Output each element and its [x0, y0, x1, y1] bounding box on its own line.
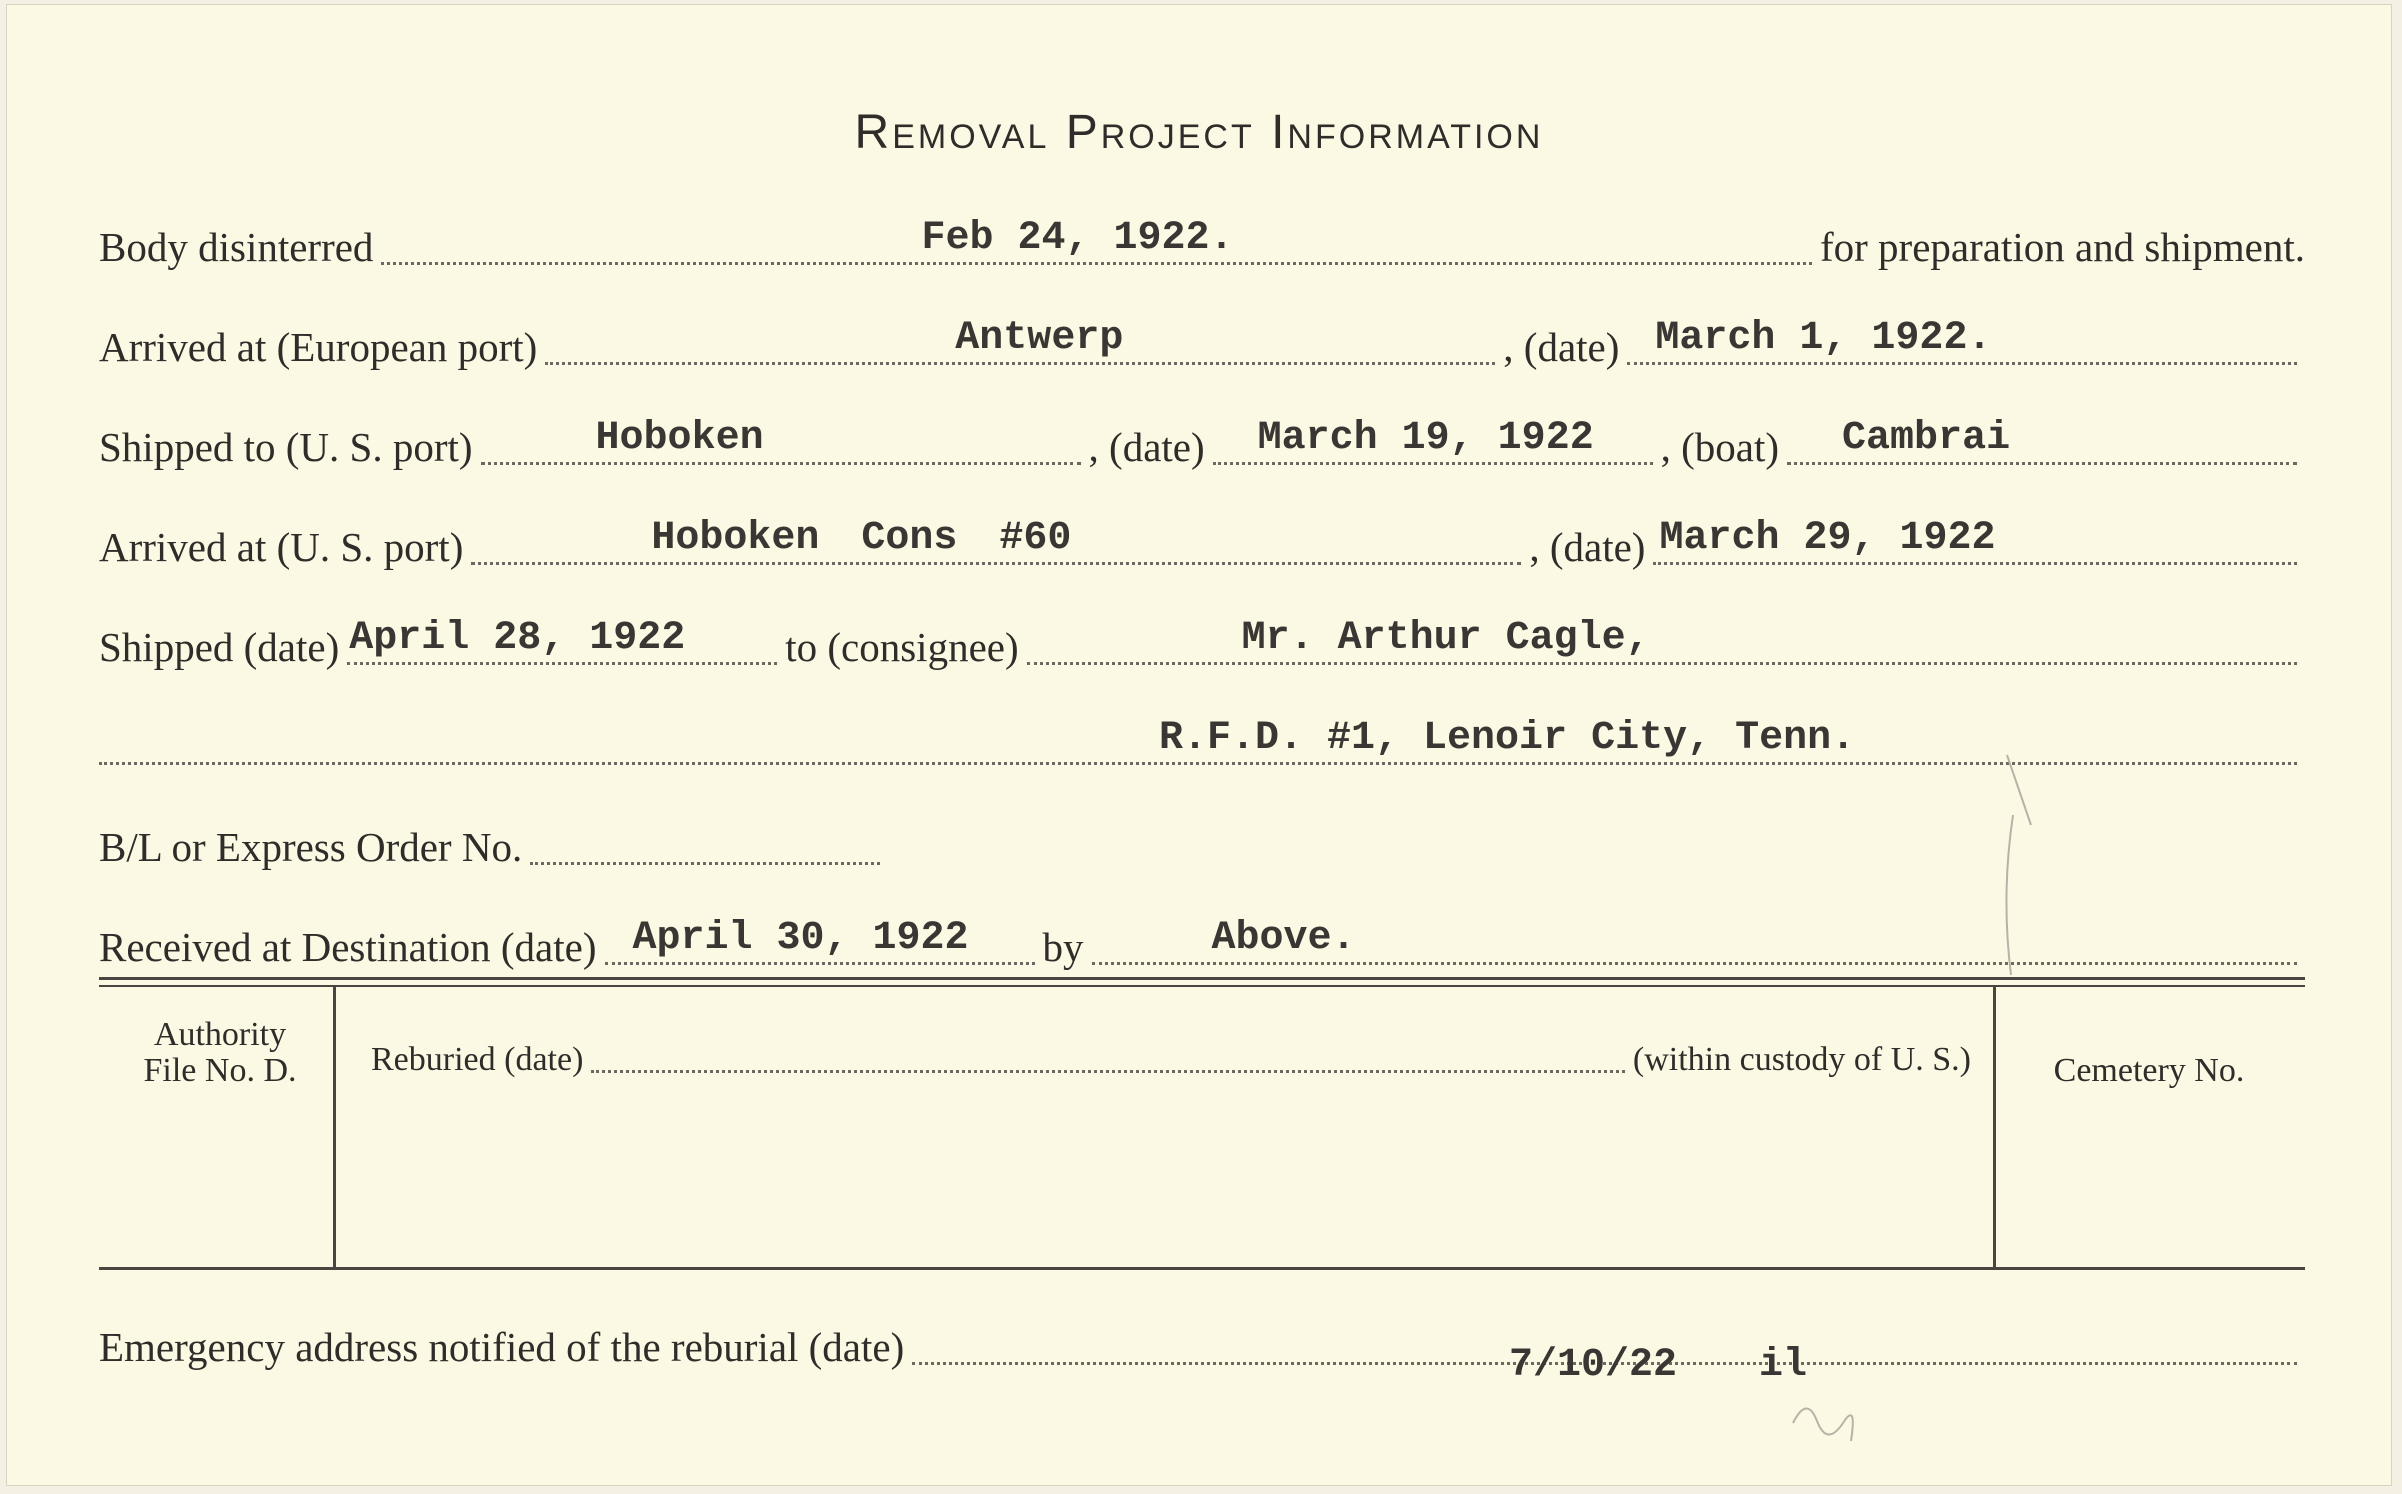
value-arrived-us-port: Hoboken Cons #60	[651, 516, 1072, 561]
row-reburied	[371, 1033, 1971, 1081]
field-boat	[1787, 411, 2297, 473]
value-received-date: April 30, 1922	[632, 916, 969, 961]
label-authority-file: Authority File No. D.	[143, 1016, 297, 1089]
row-european-port	[99, 311, 2305, 373]
pencil-squiggle	[1787, 1393, 1877, 1453]
label-preparation-shipment: for preparation and shipment.	[1819, 224, 2305, 270]
value-emergency-code: il	[1759, 1343, 1808, 1388]
label-received-date: Received at Destination (date)	[99, 924, 597, 970]
row-consignee-address	[99, 711, 2305, 773]
row-emergency	[99, 1311, 2305, 1373]
value-boat: Cambrai	[1842, 416, 2011, 461]
field-bl-order	[530, 811, 880, 873]
field-consignee-address	[99, 711, 2297, 773]
label-reburied-date: Reburied (date)	[371, 1041, 584, 1078]
label-shipped-us-port: Shipped to (U. S. port)	[99, 424, 473, 470]
field-shipped-date	[347, 611, 777, 673]
value-emergency-date: 7/10/22	[1509, 1343, 1678, 1388]
value-disinterred-date: Feb 24, 1922.	[921, 216, 1234, 261]
value-consignee: Mr. Arthur Cagle,	[1241, 616, 1650, 661]
label-arrived-us-date: , (date)	[1529, 524, 1646, 570]
table-bottom-rule	[99, 1267, 2305, 1270]
table-divider-left	[333, 985, 336, 1267]
label-shipped-us-date: , (date)	[1088, 424, 1205, 470]
value-european-port: Antwerp	[955, 316, 1124, 361]
field-shipped-us-port	[481, 411, 1081, 473]
table-top-rule	[99, 977, 2305, 987]
value-received-by: Above.	[1211, 916, 1356, 961]
label-custody: (within custody of U. S.)	[1632, 1041, 1971, 1078]
label-emergency-address: Emergency address notified of the reburial (date)	[99, 1324, 905, 1370]
field-european-port	[545, 311, 1495, 373]
field-reburied-date	[591, 1033, 1625, 1081]
label-european-date: , (date)	[1503, 324, 1620, 370]
row-received	[99, 911, 2305, 973]
value-shipped-date: April 28, 1922	[349, 616, 686, 661]
label-boat: , (boat)	[1660, 424, 1780, 470]
label-body-disinterred: Body disinterred	[99, 224, 374, 270]
form-title: Removal Project Information	[854, 106, 1544, 159]
row-shipped-consignee	[99, 611, 2305, 673]
row-disinterred	[99, 211, 2305, 273]
field-shipped-us-date	[1213, 411, 1653, 473]
pencil-mark	[1987, 745, 2067, 985]
row-bl-order	[99, 811, 2305, 873]
table-divider-right	[1993, 985, 1996, 1267]
label-consignee: to (consignee)	[785, 624, 1019, 670]
value-consignee-address: R.F.D. #1, Lenoir City, Tenn.	[1159, 716, 1856, 761]
label-arrived-us-port: Arrived at (U. S. port)	[99, 524, 464, 570]
value-shipped-us-date: March 19, 1922	[1257, 416, 1594, 461]
row-arrived-us-port	[99, 511, 2305, 573]
label-shipped-date: Shipped (date)	[99, 624, 340, 670]
field-arrived-us-date	[1653, 511, 2297, 573]
field-received-by	[1092, 911, 2298, 973]
label-european-port: Arrived at (European port)	[99, 324, 538, 370]
label-received-by: by	[1042, 924, 1084, 970]
label-bl-order: B/L or Express Order No.	[99, 824, 523, 870]
field-european-date	[1627, 311, 2297, 373]
field-disinterred-date	[381, 211, 1812, 273]
record-card	[6, 4, 2392, 1486]
label-cemetery-no: Cemetery No.	[2053, 1052, 2245, 1089]
field-arrived-us-port	[471, 511, 1521, 573]
row-shipped-us-port	[99, 411, 2305, 473]
value-european-date: March 1, 1922.	[1655, 316, 1992, 361]
field-consignee	[1027, 611, 2297, 673]
field-received-date	[605, 911, 1035, 973]
value-shipped-us-port: Hoboken	[595, 416, 764, 461]
value-arrived-us-date: March 29, 1922	[1659, 516, 1996, 561]
